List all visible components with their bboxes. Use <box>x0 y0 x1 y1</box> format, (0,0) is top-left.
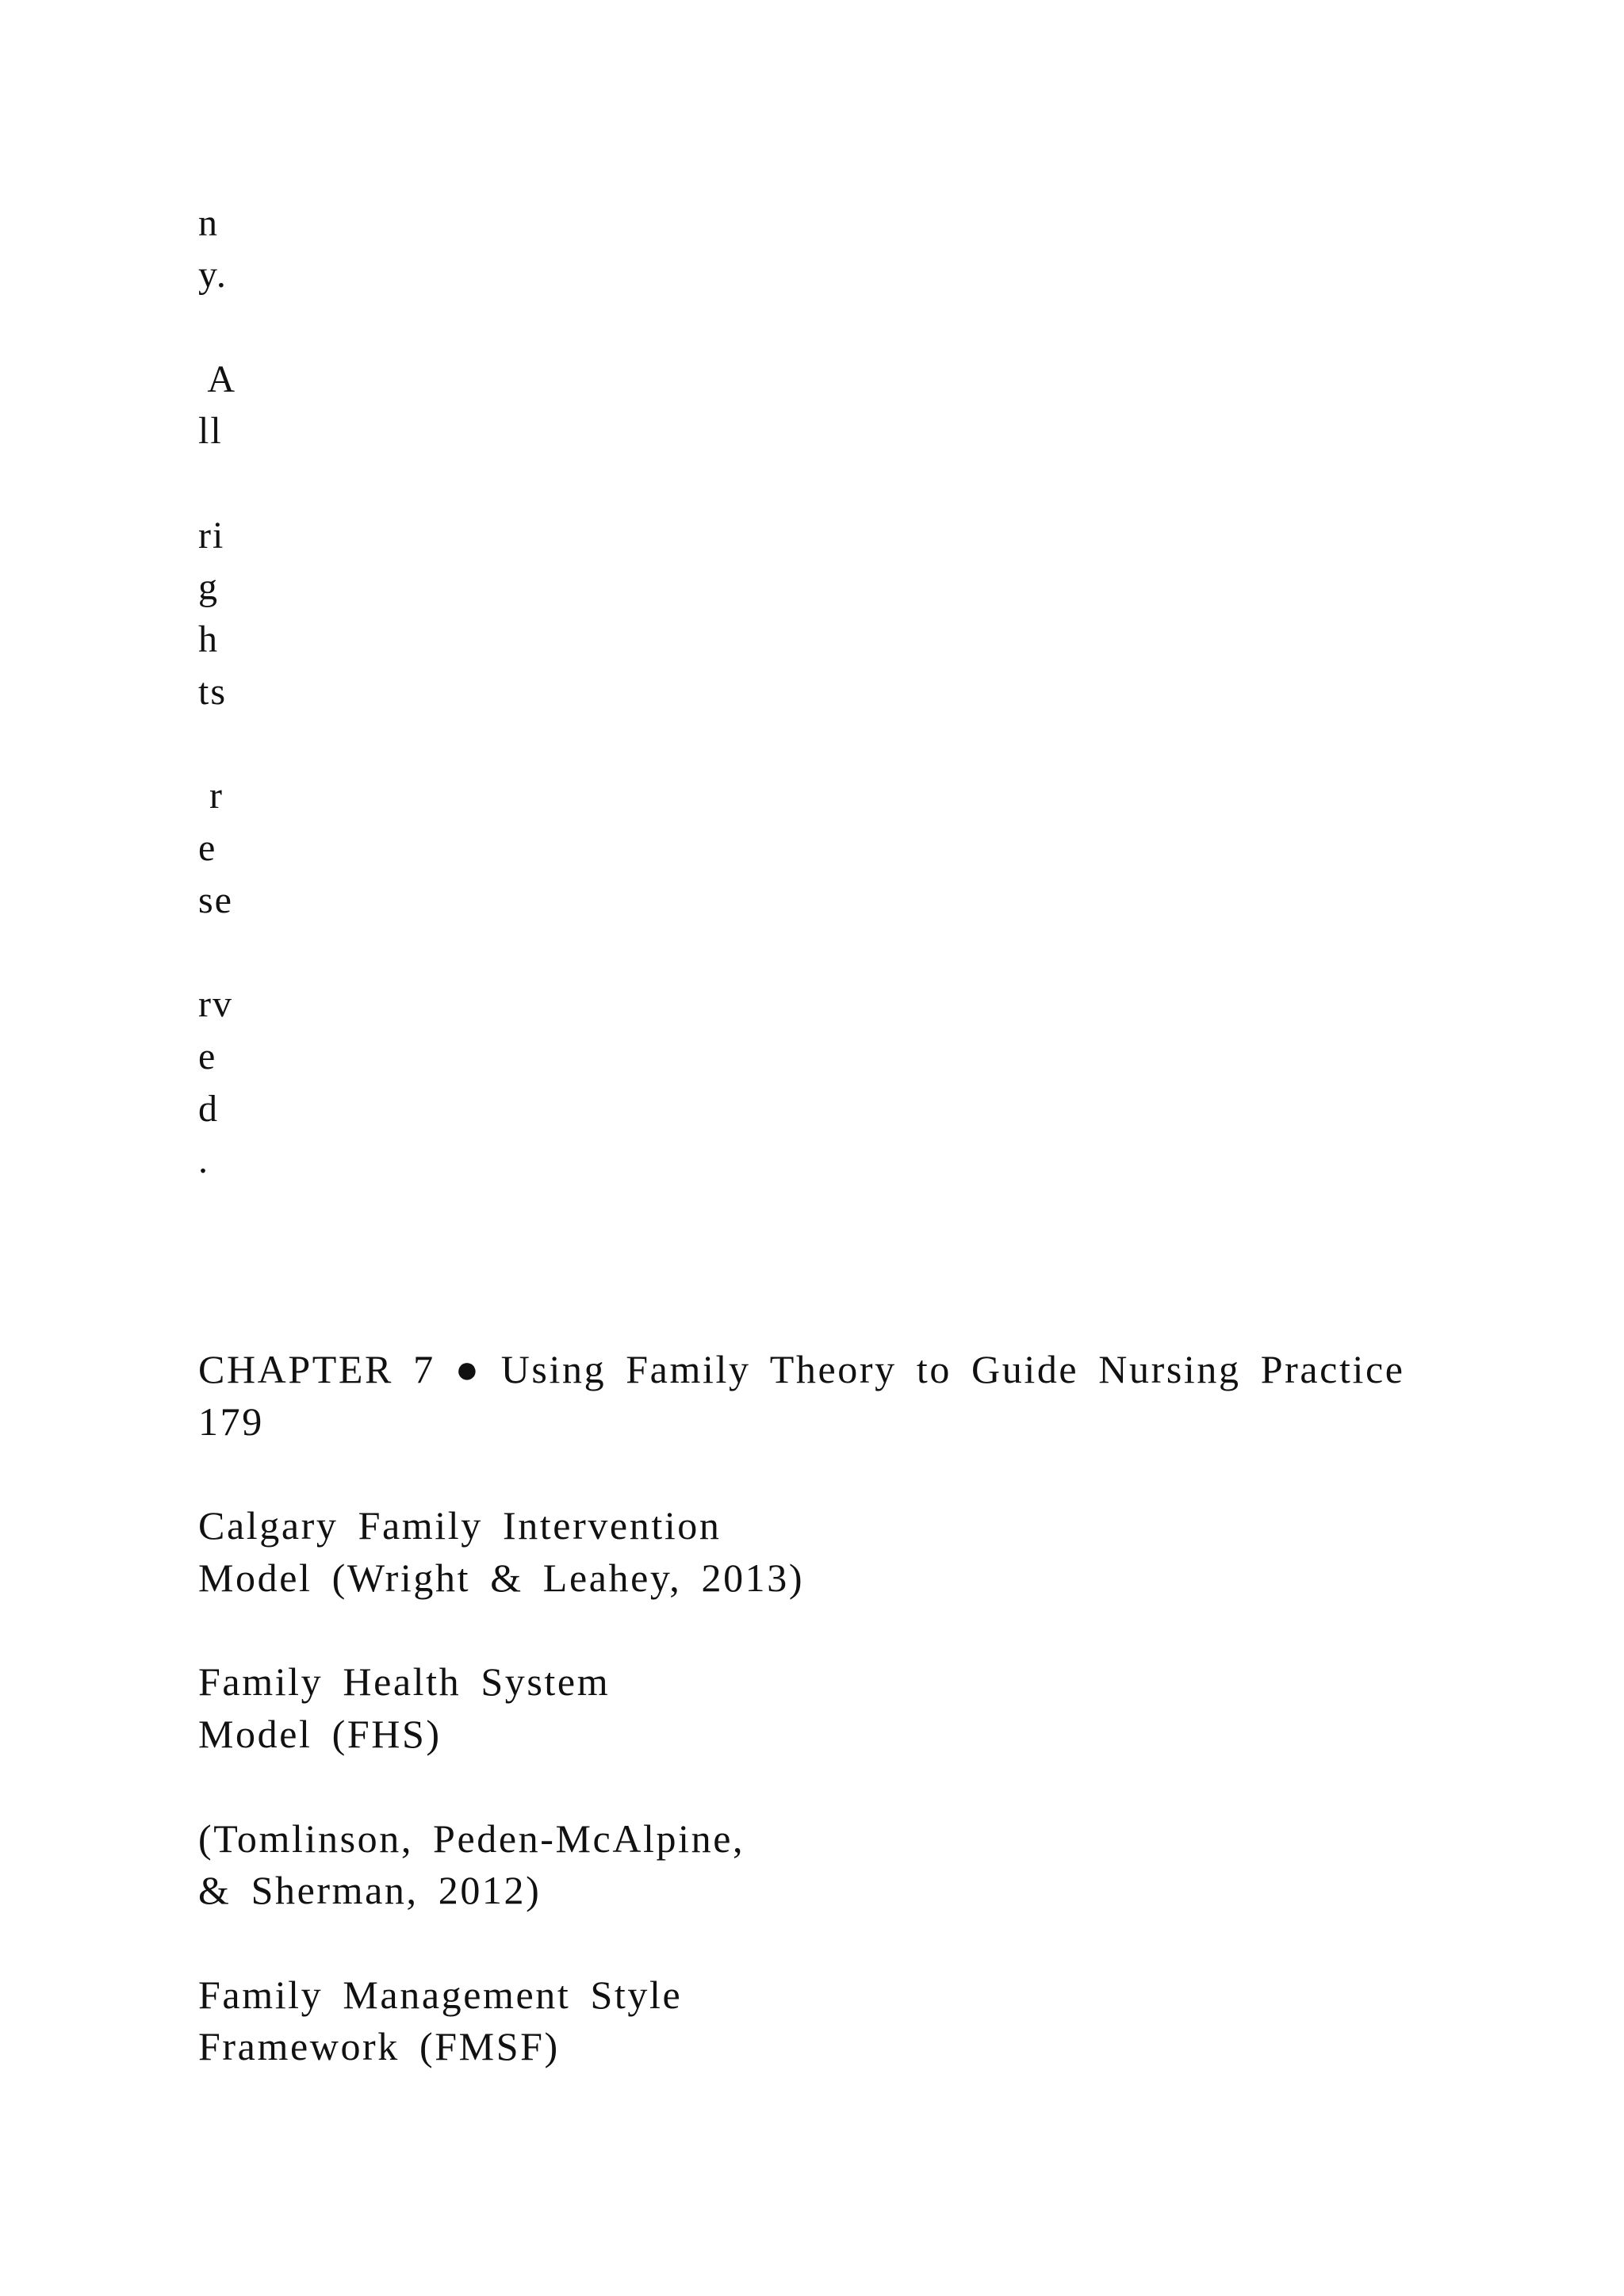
watermark-fragment: A <box>198 358 237 400</box>
model-title-line: Calgary Family Intervention <box>198 1503 722 1548</box>
model-title-line: Family Health System <box>198 1659 611 1704</box>
watermark-fragment: se <box>198 879 233 921</box>
model-title-line: Family Management Style <box>198 1973 683 2017</box>
watermark-fragment: e <box>198 1035 217 1077</box>
model-title-line: Framework (FMSF) <box>198 2024 560 2068</box>
watermark-fragment: n <box>198 202 219 244</box>
watermark-fragment: ts <box>198 671 228 713</box>
watermark-fragment: e <box>198 827 217 869</box>
watermark-fragment: r <box>198 775 224 817</box>
watermark-fragment: g <box>198 566 219 608</box>
model-title-line: & Sherman, 2012) <box>198 1868 542 1912</box>
model-title-line: Model (Wright & Leahey, 2013) <box>198 1556 805 1600</box>
watermark-fragment: d <box>198 1088 219 1130</box>
watermark-fragment: rv <box>198 983 233 1025</box>
model-title-line: (Tomlinson, Peden-McAlpine, <box>198 1816 745 1861</box>
chapter-header: CHAPTER 7 ● Using Family Theory to Guide Nursing Practice <box>198 1347 1405 1391</box>
watermark-fragment: . <box>198 1139 209 1181</box>
page-number: 179 <box>198 1399 264 1444</box>
watermark-fragment: ll <box>198 410 223 452</box>
model-title-line: Model (FHS) <box>198 1712 442 1756</box>
watermark-fragment: h <box>198 618 219 660</box>
watermark-fragment: y. <box>198 254 228 296</box>
watermark-fragment: ri <box>198 515 225 557</box>
